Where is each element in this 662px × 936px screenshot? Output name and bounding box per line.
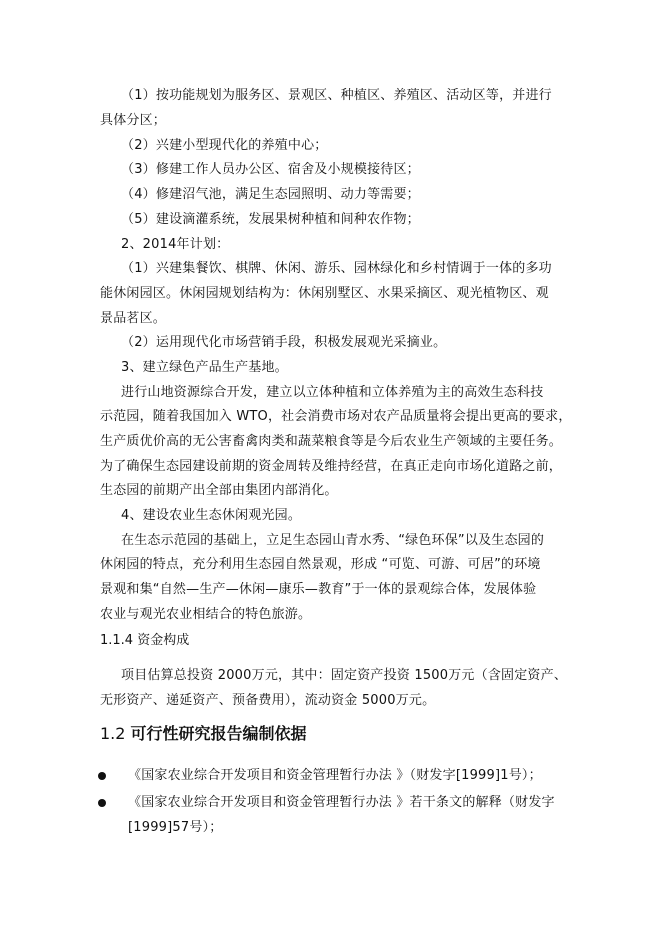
section3-heading: 3、建立绿色产品生产基地。 bbox=[121, 360, 288, 375]
plan2014-line-1: （1）兴建集餐饮、棋牌、休闲、游乐、园林绿化和乡村情调于一体的多功 bbox=[121, 261, 552, 276]
list1-line-1: （1）按功能规划为服务区、景观区、种植区、养殖区、活动区等，并进行 bbox=[121, 88, 552, 103]
bullet-dot-2 bbox=[98, 799, 106, 807]
funding-line-2: 无形资产、递延资产、预备费用），流动资金 5000万元。 bbox=[100, 693, 436, 708]
subsection-heading-1-1-4: 1.1.4 资金构成 bbox=[100, 633, 190, 648]
list1-line-5: （4）修建沼气池，满足生态园照明、动力等需要； bbox=[121, 187, 420, 202]
basis-item-2-line-2: [1999]57号）； bbox=[128, 820, 223, 835]
section3-line-4: 为了确保生态园建设前期的资金周转及维持经营，在真正走向市场化道路之前， bbox=[100, 459, 563, 474]
list1-line-2: 具体分区； bbox=[100, 113, 167, 128]
list1-line-4: （3）修建工作人员办公区、宿舍及小规模接待区； bbox=[121, 162, 420, 177]
bullet-dot-1 bbox=[98, 772, 106, 780]
section3-line-5: 生态园的前期产出全部由集团内部消化。 bbox=[100, 483, 338, 498]
section-number: 1.2 bbox=[100, 724, 131, 743]
section3-line-1: 进行山地资源综合开发，建立以立体种植和立体养殖为主的高效生态科技 bbox=[121, 385, 544, 400]
list1-line-6: （5）建设滴灌系统，发展果树种植和间种农作物； bbox=[121, 212, 420, 227]
section4-line-2: 休闲园的特点，充分利用生态园自然景观，形成 “可览、可游、可居”的环境 bbox=[100, 557, 541, 572]
section4-heading: 4、建设农业生态休闲观光园。 bbox=[121, 508, 302, 523]
section4-line-3: 景观和集“自然—生产—休闲—康乐—教育”于一体的景观综合体，发展体验 bbox=[100, 582, 537, 597]
list1-line-3: （2）兴建小型现代化的养殖中心； bbox=[121, 138, 328, 153]
plan2014-line-2: 能休闲园区。休闲园规划结构为：休闲别墅区、水果采摘区、观光植物区、观 bbox=[100, 286, 549, 301]
funding-line-1: 项目估算总投资 2000万元，其中：固定资产投资 1500万元（含固定资产、 bbox=[121, 668, 568, 683]
section3-line-3: 生产质优价高的无公害畜禽肉类和蔬菜粮食等是今后农业生产领域的主要任务。 bbox=[100, 434, 563, 449]
basis-item-1-line-1: 《国家农业综合开发项目和资金管理暂行办法 》（财发字[1999]1号）； bbox=[128, 768, 542, 783]
section3-line-2: 示范园，随着我国加入 WTO，社会消费市场对农产品质量将会提出更高的要求， bbox=[100, 409, 572, 424]
section4-line-1: 在生态示范园的基础上，立足生态园山青水秀、“绿色环保”以及生态园的 bbox=[121, 533, 545, 548]
plan2014-line-4: （2）运用现代化市场营销手段，积极发展观光采摘业。 bbox=[121, 335, 447, 350]
section-title: 可行性研究报告编制依据 bbox=[130, 724, 307, 743]
section4-line-4: 农业与观光农业相结合的特色旅游。 bbox=[100, 607, 312, 622]
section-heading-1-2 bbox=[100, 724, 307, 744]
basis-item-2-line-1: 《国家农业综合开发项目和资金管理暂行办法 》若干条文的解释（财发字 bbox=[128, 795, 555, 810]
plan2014-heading: 2、2014年计划： bbox=[121, 237, 230, 252]
plan2014-line-3: 景品茗区。 bbox=[100, 311, 167, 326]
